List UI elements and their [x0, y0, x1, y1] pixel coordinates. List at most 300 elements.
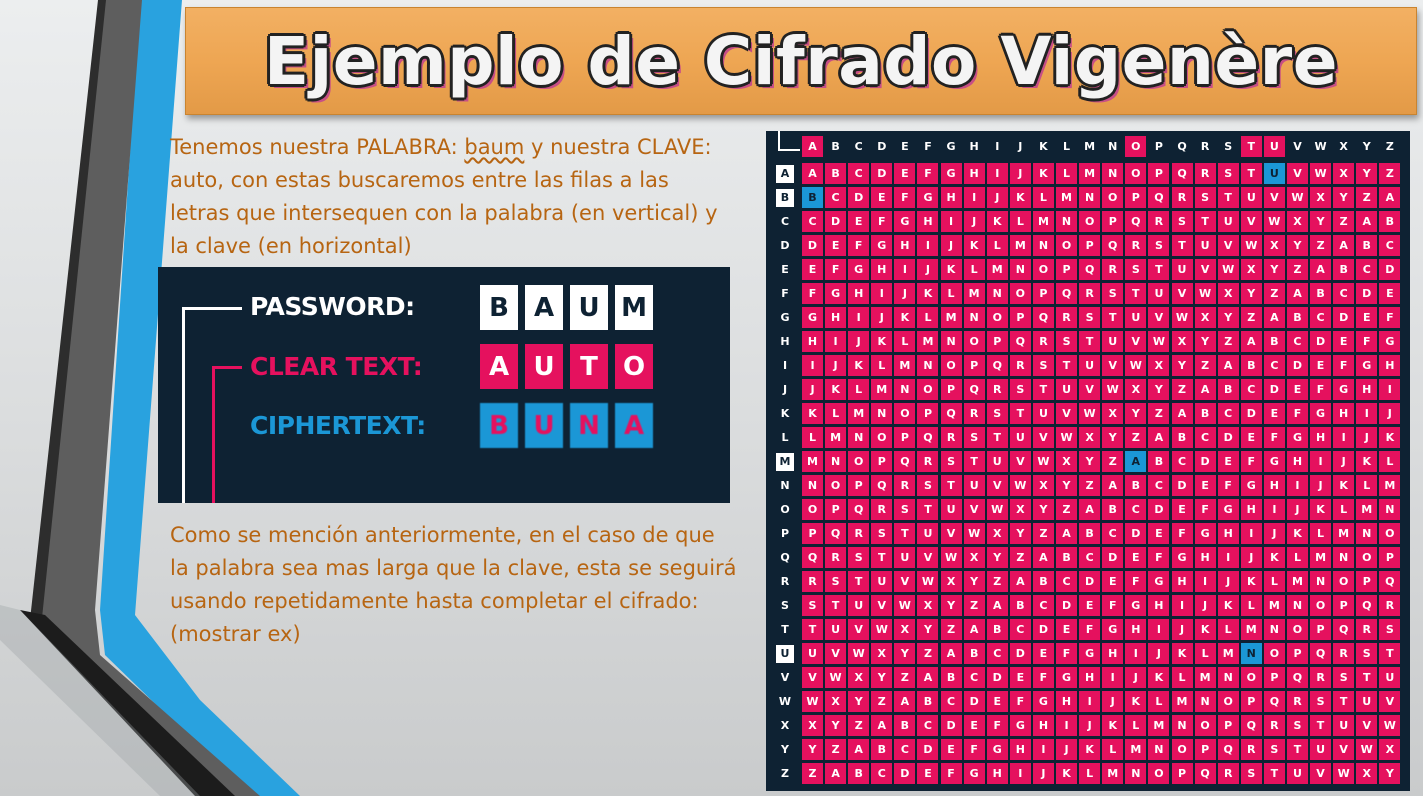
table-cell: G [1379, 331, 1400, 352]
table-cell: K [1379, 427, 1400, 448]
example-letter-cell: B [480, 285, 518, 330]
table-cell: N [1264, 619, 1285, 640]
table-cell: B [1264, 331, 1285, 352]
column-header-s: S [1224, 140, 1233, 153]
table-cell: O [1172, 739, 1193, 760]
table-cell: M [1310, 547, 1331, 568]
table-cell: L [1287, 547, 1308, 568]
table-cell: U [1195, 235, 1216, 256]
example-letter-cell: U [525, 344, 563, 389]
table-cell: C [1172, 451, 1193, 472]
table-cell: Q [1356, 595, 1377, 616]
table-cell: E [871, 187, 892, 208]
column-header-d: D [877, 140, 887, 153]
table-cell: I [1241, 523, 1262, 544]
table-cell: I [871, 283, 892, 304]
table-cell: D [894, 763, 915, 784]
table-cell: J [1218, 571, 1239, 592]
table-cell: G [1310, 403, 1331, 424]
table-cell: G [1264, 451, 1285, 472]
table-row [776, 307, 1402, 328]
table-cell: M [802, 451, 823, 472]
example-diagram [158, 267, 730, 503]
table-cell: N [987, 283, 1008, 304]
table-cell: X [1379, 739, 1400, 760]
table-cell: D [871, 163, 892, 184]
column-header-u: U [1264, 136, 1285, 157]
table-cell: C [1195, 427, 1216, 448]
table-cell: H [1356, 379, 1377, 400]
clear-text-label: CLEAR TEXT: [250, 352, 423, 381]
table-cell: Z [964, 595, 985, 616]
table-cell: K [1218, 595, 1239, 616]
table-cell: O [894, 403, 915, 424]
table-cell: S [1125, 259, 1146, 280]
table-cell: H [1310, 427, 1331, 448]
table-cell: G [1195, 523, 1216, 544]
table-cell: Q [1287, 667, 1308, 688]
table-cell: Z [1079, 475, 1100, 496]
table-cell: U [964, 475, 985, 496]
note-paragraph: Como se mención anteriormente, en el caso de que la palabra sea mas larga que la clave, esta se seguirá usando repetidamente hasta completar el cifrado: (mostrar ex) [170, 523, 737, 646]
table-cell: U [848, 595, 869, 616]
table-cell: Z [1033, 523, 1054, 544]
table-cell: F [1172, 523, 1193, 544]
table-cell: T [1125, 283, 1146, 304]
table-cell: U [825, 619, 846, 640]
vigenere-table [766, 131, 1410, 791]
table-cell: V [1379, 691, 1400, 712]
table-cell: L [1264, 571, 1285, 592]
row-header-g: G [780, 311, 790, 324]
row-header-v: V [780, 671, 790, 684]
table-cell: X [1172, 331, 1193, 352]
connector-line-password-vertical [182, 307, 185, 503]
table-cell: K [1287, 523, 1308, 544]
table-cell: Q [1218, 739, 1239, 760]
table-cell: V [1333, 739, 1354, 760]
column-header-h: H [969, 140, 979, 153]
table-cell: V [1264, 187, 1285, 208]
table-cell: V [917, 547, 938, 568]
table-cell: H [1287, 451, 1308, 472]
table-cell: C [1356, 259, 1377, 280]
table-cell: V [1056, 403, 1077, 424]
table-cell: R [871, 499, 892, 520]
table-cell: N [1172, 715, 1193, 736]
table-cell: O [941, 355, 962, 376]
table-cell: L [894, 331, 915, 352]
table-cell: K [1356, 451, 1377, 472]
table-cell: F [1218, 475, 1239, 496]
table-cell: K [1148, 667, 1169, 688]
table-cell: N [1333, 547, 1354, 568]
table-cell: Z [1010, 547, 1031, 568]
table-cell: S [917, 475, 938, 496]
table-cell: U [1102, 331, 1123, 352]
table-cell: Q [1379, 571, 1400, 592]
table-cell: J [1102, 691, 1123, 712]
table-cell: W [1102, 379, 1123, 400]
table-cell: D [1172, 475, 1193, 496]
row-header-z: Z [781, 767, 789, 780]
table-cell: J [1264, 523, 1285, 544]
table-cell: F [1287, 403, 1308, 424]
table-cell: B [964, 643, 985, 664]
table-row [776, 691, 1402, 712]
table-cell: S [1310, 691, 1331, 712]
table-cell: F [848, 235, 869, 256]
table-cell: D [848, 187, 869, 208]
table-cell: I [848, 307, 869, 328]
table-cell: E [1310, 355, 1331, 376]
table-row [776, 427, 1402, 448]
table-cell: P [1264, 667, 1285, 688]
table-cell: K [848, 355, 869, 376]
table-cell: Y [802, 739, 823, 760]
column-header-z: Z [1385, 140, 1394, 153]
intro-text-start: Tenemos nuestra PALABRA: [170, 135, 465, 159]
table-cell: H [917, 211, 938, 232]
table-cell: Y [1287, 235, 1308, 256]
table-cell: F [1125, 571, 1146, 592]
table-row [776, 595, 1402, 616]
table-cell: P [917, 403, 938, 424]
column-header-k: K [1039, 140, 1048, 153]
table-cell: T [1356, 667, 1377, 688]
table-cell: B [1241, 355, 1262, 376]
table-row [776, 355, 1402, 376]
table-cell: Y [1033, 499, 1054, 520]
table-cell: V [1310, 763, 1331, 784]
table-cell: K [871, 331, 892, 352]
table-cell: X [1010, 499, 1031, 520]
table-row [776, 259, 1402, 280]
table-cell: M [1287, 571, 1308, 592]
table-cell: K [1241, 571, 1262, 592]
table-cell: B [894, 715, 915, 736]
column-header-i: I [995, 140, 1000, 153]
table-cell: C [1310, 307, 1331, 328]
table-cell: X [1033, 475, 1054, 496]
table-cell: D [1241, 403, 1262, 424]
table-cell: I [1264, 499, 1285, 520]
table-cell: P [1241, 691, 1262, 712]
table-cell: G [871, 235, 892, 256]
table-corner-bracket [778, 131, 800, 151]
table-cell: L [941, 283, 962, 304]
table-cell: N [894, 379, 915, 400]
table-cell: N [1195, 691, 1216, 712]
table-cell: Z [1125, 427, 1146, 448]
column-header-j: J [1018, 140, 1023, 153]
table-cell: K [964, 235, 985, 256]
table-cell: D [802, 235, 823, 256]
table-cell: Z [1379, 163, 1400, 184]
table-cell: F [825, 259, 846, 280]
table-cell: J [964, 211, 985, 232]
table-cell: C [1241, 379, 1262, 400]
table-cell: S [1379, 619, 1400, 640]
example-letter-cell: T [570, 344, 608, 389]
table-cell: Y [1079, 451, 1100, 472]
table-cell: U [1010, 427, 1031, 448]
table-cell: M [1379, 475, 1400, 496]
connector-line-password [182, 307, 242, 310]
table-cell: F [1010, 691, 1031, 712]
table-cell: H [964, 163, 985, 184]
table-cell: T [871, 547, 892, 568]
row-header-e: E [781, 263, 789, 276]
table-cell: Y [941, 595, 962, 616]
table-cell: T [802, 619, 823, 640]
table-cell: Z [1287, 259, 1308, 280]
table-cell: H [1148, 595, 1169, 616]
row-header-r: R [780, 575, 790, 588]
table-cell: J [1056, 739, 1077, 760]
table-cell: S [941, 451, 962, 472]
table-cell: O [917, 379, 938, 400]
table-cell: R [825, 547, 846, 568]
table-cell: Q [871, 475, 892, 496]
table-cell: F [917, 163, 938, 184]
table-cell: Y [917, 619, 938, 640]
table-cell: X [1056, 451, 1077, 472]
table-cell: E [917, 763, 938, 784]
table-cell: X [1287, 211, 1308, 232]
table-cell: V [1356, 715, 1377, 736]
table-cell: Y [1264, 259, 1285, 280]
table-cell: L [825, 403, 846, 424]
table-cell: Q [848, 499, 869, 520]
table-row [776, 211, 1402, 232]
table-cell: Z [1310, 235, 1331, 256]
intro-word: baum [464, 135, 525, 159]
row-header-c: C [780, 215, 790, 228]
table-cell: I [987, 163, 1008, 184]
table-cell: H [1379, 355, 1400, 376]
table-cell: B [825, 163, 846, 184]
table-cell: C [894, 739, 915, 760]
table-cell: C [825, 187, 846, 208]
table-cell: D [1195, 451, 1216, 472]
table-cell: N [941, 331, 962, 352]
table-cell: T [917, 499, 938, 520]
table-row [776, 643, 1402, 664]
table-cell: K [917, 283, 938, 304]
table-cell: B [1102, 499, 1123, 520]
table-cell: X [917, 595, 938, 616]
table-cell: L [1195, 643, 1216, 664]
table-row [776, 739, 1402, 760]
table-cell: F [894, 187, 915, 208]
table-cell: L [1356, 475, 1377, 496]
table-cell: R [1356, 619, 1377, 640]
table-cell: L [1379, 451, 1400, 472]
table-cell: T [1264, 763, 1285, 784]
table-cell: T [987, 427, 1008, 448]
table-cell: W [802, 691, 823, 712]
table-cell: M [917, 331, 938, 352]
table-cell: E [1148, 523, 1169, 544]
table-cell: E [1241, 427, 1262, 448]
table-cell: Y [871, 667, 892, 688]
table-cell: N [825, 451, 846, 472]
table-cell: R [1033, 331, 1054, 352]
table-cell: K [1033, 163, 1054, 184]
table-cell: V [825, 643, 846, 664]
table-cell: R [1310, 667, 1331, 688]
table-cell: A [825, 763, 846, 784]
table-cell: M [964, 283, 985, 304]
table-cell: H [1033, 715, 1054, 736]
table-row [776, 331, 1402, 352]
table-cell: A [987, 595, 1008, 616]
table-cell: E [1379, 283, 1400, 304]
table-cell: U [1241, 187, 1262, 208]
table-cell: D [1356, 283, 1377, 304]
table-cell: W [825, 667, 846, 688]
table-cell: H [1172, 571, 1193, 592]
table-cell: B [848, 763, 869, 784]
table-cell: V [1241, 211, 1262, 232]
table-cell: G [1241, 475, 1262, 496]
table-cell: R [1102, 259, 1123, 280]
table-cell: S [1264, 739, 1285, 760]
table-cell: N [1287, 595, 1308, 616]
table-cell: M [1102, 763, 1123, 784]
table-cell: K [987, 211, 1008, 232]
table-cell: I [1010, 763, 1031, 784]
row-header-a: A [776, 165, 794, 183]
table-cell: F [941, 763, 962, 784]
table-cell: U [1379, 667, 1400, 688]
table-cell: Q [987, 355, 1008, 376]
table-cell: M [1033, 211, 1054, 232]
title-banner [185, 7, 1417, 115]
example-letter-cell: U [525, 403, 563, 448]
table-cell: R [941, 427, 962, 448]
table-cell: A [1310, 259, 1331, 280]
table-cell: J [871, 307, 892, 328]
table-cell: R [1079, 283, 1100, 304]
table-cell: I [1379, 379, 1400, 400]
column-header-l: L [1063, 140, 1071, 153]
table-cell: U [941, 499, 962, 520]
table-cell: J [1333, 451, 1354, 472]
example-letter-cell: B [480, 403, 518, 448]
column-header-c: C [854, 140, 863, 153]
table-cell: P [1033, 283, 1054, 304]
table-cell: W [1264, 211, 1285, 232]
table-cell: F [964, 739, 985, 760]
table-cell: J [1033, 763, 1054, 784]
table-cell: K [894, 307, 915, 328]
table-cell: G [1125, 595, 1146, 616]
table-cell: F [1264, 427, 1285, 448]
table-cell: D [1333, 307, 1354, 328]
connector-line-clear [212, 366, 242, 369]
table-cell: A [1333, 235, 1354, 256]
table-cell: P [1010, 307, 1031, 328]
table-cell: J [1172, 619, 1193, 640]
table-cell: O [1102, 187, 1123, 208]
table-cell: J [1287, 499, 1308, 520]
table-cell: Z [1241, 307, 1262, 328]
row-header-l: L [781, 431, 789, 444]
table-cell: Y [1056, 475, 1077, 496]
table-cell: I [1310, 451, 1331, 472]
table-cell: R [1195, 163, 1216, 184]
table-cell: F [1079, 619, 1100, 640]
table-cell: X [1218, 283, 1239, 304]
table-cell: U [987, 451, 1008, 472]
table-cell: P [894, 427, 915, 448]
table-cell: W [1287, 187, 1308, 208]
table-cell: H [1195, 547, 1216, 568]
table-cell: B [1218, 379, 1239, 400]
table-cell: H [1333, 403, 1354, 424]
table-cell: G [1148, 571, 1169, 592]
table-cell: X [941, 571, 962, 592]
table-cell: N [1356, 523, 1377, 544]
table-cell: Q [1033, 307, 1054, 328]
table-cell: T [1310, 715, 1331, 736]
example-letter-cell: O [615, 344, 653, 389]
table-cell: K [941, 259, 962, 280]
slide-title: Ejemplo de Cifrado Vigenère [264, 22, 1338, 100]
table-cell: E [1056, 619, 1077, 640]
table-cell: Z [1056, 499, 1077, 520]
table-cell: D [1033, 619, 1054, 640]
table-cell: X [1102, 403, 1123, 424]
table-cell: B [941, 667, 962, 688]
table-cell: N [848, 427, 869, 448]
table-cell: G [964, 763, 985, 784]
table-cell: D [1010, 643, 1031, 664]
table-cell: W [894, 595, 915, 616]
table-cell: O [871, 427, 892, 448]
table-cell: X [1079, 427, 1100, 448]
table-cell: V [1218, 235, 1239, 256]
table-cell: Y [1010, 523, 1031, 544]
table-cell: M [1010, 235, 1031, 256]
table-cell: A [1010, 571, 1031, 592]
table-cell: L [1333, 499, 1354, 520]
table-cell: L [964, 259, 985, 280]
table-cell: A [802, 163, 823, 184]
table-cell: H [1056, 691, 1077, 712]
table-cell: N [1125, 763, 1146, 784]
table-cell: O [1218, 691, 1239, 712]
table-cell: F [802, 283, 823, 304]
table-cell: Q [1195, 763, 1216, 784]
table-cell: G [848, 259, 869, 280]
column-header-f: F [924, 140, 932, 153]
row-header-t: T [781, 623, 789, 636]
table-cell: Y [1333, 187, 1354, 208]
row-header-u: U [776, 645, 794, 663]
table-cell: C [1333, 283, 1354, 304]
table-cell: W [1379, 715, 1400, 736]
table-cell: F [987, 715, 1008, 736]
table-cell: S [1079, 307, 1100, 328]
table-cell: O [1033, 259, 1054, 280]
table-cell: K [1125, 691, 1146, 712]
table-cell: I [825, 331, 846, 352]
table-cell: G [987, 739, 1008, 760]
intro-paragraph [170, 131, 730, 263]
